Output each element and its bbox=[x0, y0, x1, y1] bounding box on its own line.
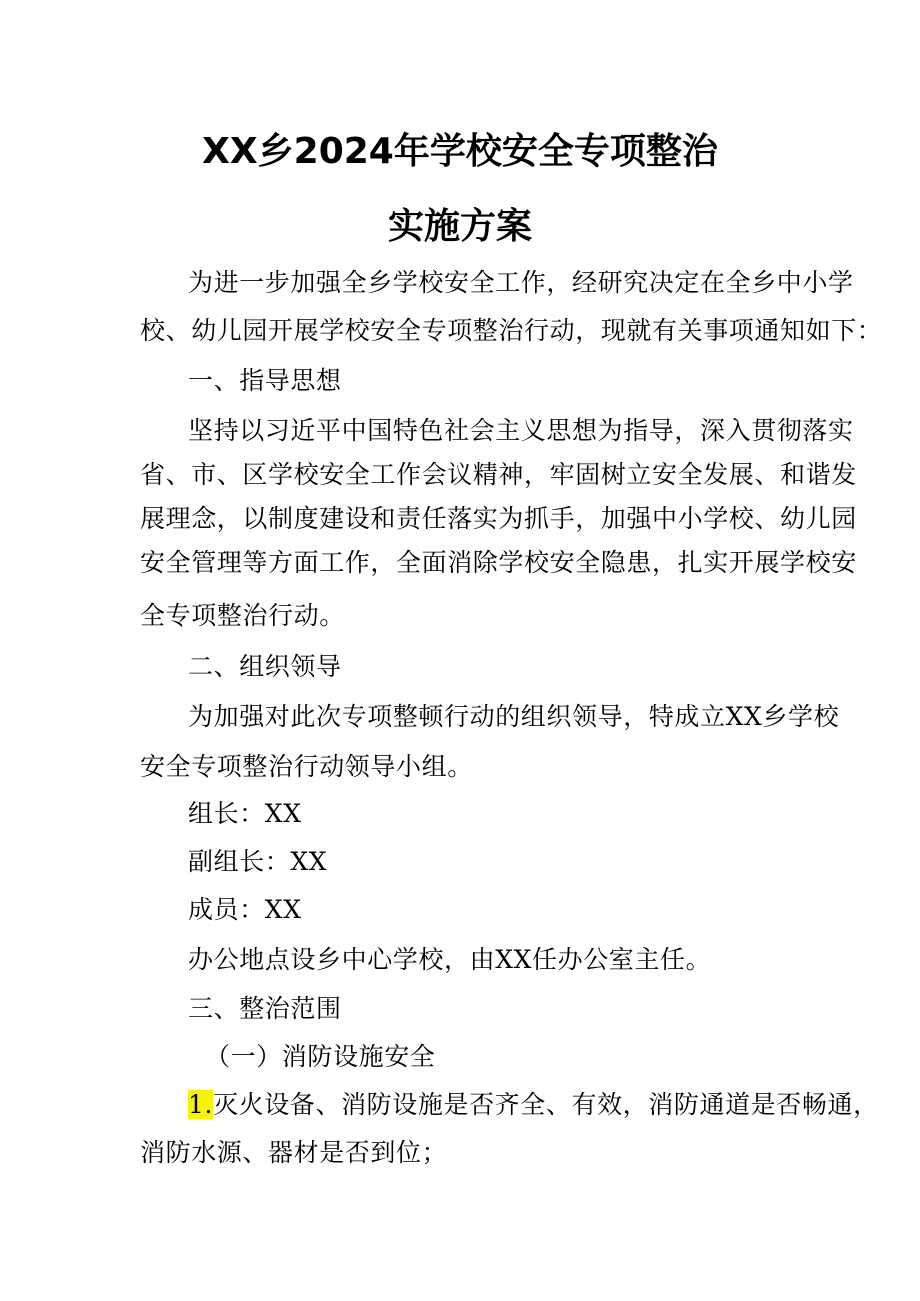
item1-text: 灭火设备、消防设施是否齐全、有效，消防通道是否畅通， bbox=[213, 1090, 879, 1119]
office-line: 办公地点设乡中心学校，由XX任办公室主任。 bbox=[188, 945, 712, 974]
section1-heading: 一、指导思想 bbox=[188, 366, 342, 395]
intro-line-1: 为进一步加强全乡学校安全工作，经研究决定在全乡中小学 bbox=[188, 268, 854, 297]
members-line: 成员：XX bbox=[188, 895, 302, 924]
section1-line-3: 展理念，以制度建设和责任落实为抓手，加强中小学校、幼儿园 bbox=[140, 504, 857, 533]
item1-line-1 bbox=[188, 1090, 879, 1120]
intro-line-2: 校、幼儿园开展学校安全专项整治行动，现就有关事项通知如下： bbox=[140, 316, 883, 345]
title-line-1: XX乡2024年学校安全专项整治 bbox=[202, 131, 718, 172]
section3-heading: 三、整治范围 bbox=[188, 994, 342, 1023]
section2-line-2: 安全专项整治行动领导小组。 bbox=[140, 752, 473, 781]
section2-heading: 二、组织领导 bbox=[188, 652, 342, 681]
item1-line-2: 消防水源、器材是否到位； bbox=[140, 1138, 448, 1167]
section1-line-4: 安全管理等方面工作，全面消除学校安全隐患，扎实开展学校安 bbox=[140, 548, 857, 577]
section1-line-5: 全专项整治行动。 bbox=[140, 601, 345, 630]
title-line-2: 实施方案 bbox=[387, 206, 532, 247]
section1-line-1: 坚持以习近平中国特色社会主义思想为指导，深入贯彻落实 bbox=[188, 416, 854, 445]
leader-line: 组长：XX bbox=[188, 799, 302, 828]
section2-line-1: 为加强对此次专项整顿行动的组织领导，特成立XX乡学校 bbox=[188, 702, 840, 731]
highlighted-item-number: 1. bbox=[188, 1090, 214, 1119]
subsection-fire-safety: （一）消防设施安全 bbox=[205, 1042, 436, 1071]
deputy-leader-line: 副组长：XX bbox=[188, 847, 328, 876]
section1-line-2: 省、市、区学校安全工作会议精神，牢固树立安全发展、和谐发 bbox=[140, 460, 857, 489]
